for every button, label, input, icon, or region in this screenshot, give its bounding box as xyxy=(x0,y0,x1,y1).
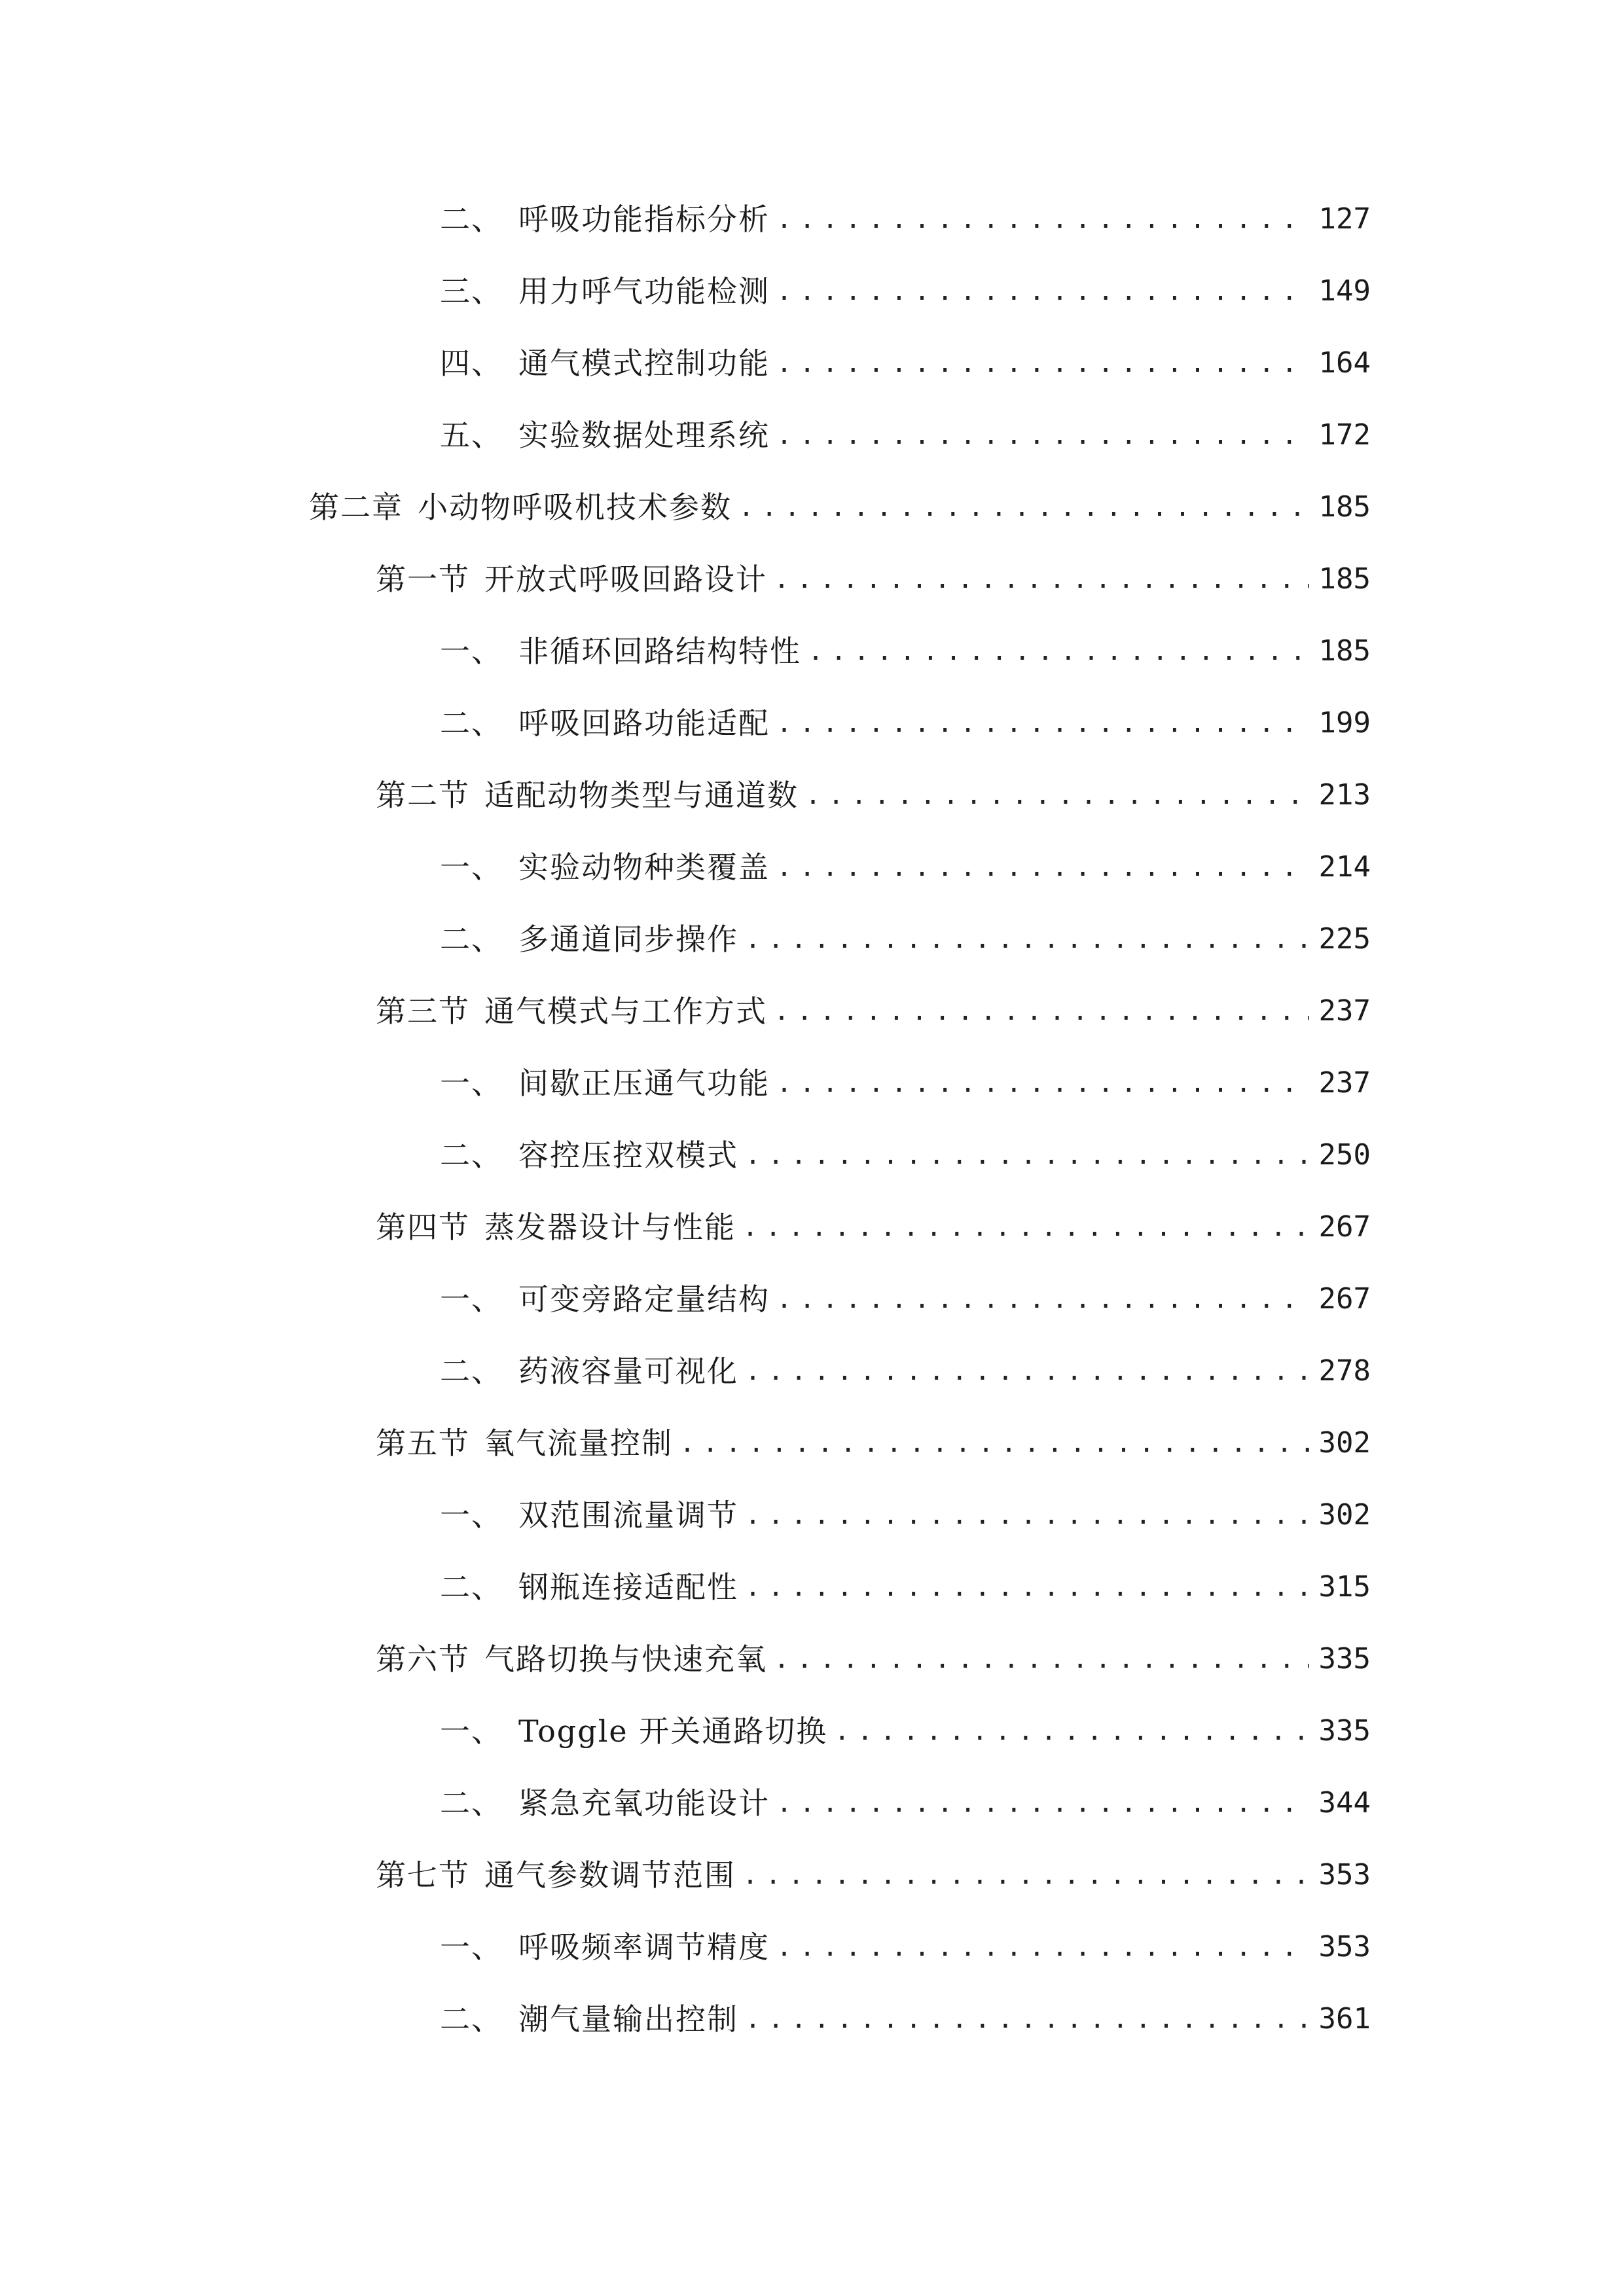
toc-entry-number: 二、 xyxy=(440,1354,503,1389)
toc-entry-number: 二、 xyxy=(440,202,503,237)
toc-entry-page: 127 xyxy=(1318,202,1371,236)
toc-entry-number: 第二章 xyxy=(309,490,403,525)
toc-entry-title: 呼吸功能指标分析 xyxy=(518,202,770,237)
toc-entry-title: 氧气流量控制 xyxy=(484,1426,673,1461)
toc-section-entry[interactable] xyxy=(0,759,1624,831)
toc-entry-page: 335 xyxy=(1318,1714,1371,1748)
toc-dot-leader xyxy=(745,1335,1309,1407)
toc-entry-number: 第四节 xyxy=(376,1210,470,1245)
toc-section-entry[interactable] xyxy=(0,1623,1624,1695)
toc-entry-page: 213 xyxy=(1318,778,1371,812)
toc-dot-leader xyxy=(776,687,1309,759)
toc-entry[interactable] xyxy=(0,903,1624,975)
toc-entry-number: 第七节 xyxy=(376,1857,470,1893)
toc-entry-page: 225 xyxy=(1318,922,1371,956)
toc-entry-title: 蒸发器设计与性能 xyxy=(484,1210,736,1245)
toc-entry-number: 一、 xyxy=(440,1498,503,1533)
toc-dot-leader xyxy=(776,1767,1309,1839)
toc-section-entry[interactable] xyxy=(0,1839,1624,1911)
toc-entry-title: Toggle 开关通路切换 xyxy=(518,1713,828,1749)
toc-dot-leader xyxy=(742,1839,1309,1911)
toc-entry-title: 适配动物类型与通道数 xyxy=(484,778,799,813)
toc-dot-leader xyxy=(776,831,1309,903)
toc-entry-title: 小动物呼吸机技术参数 xyxy=(418,490,732,525)
toc-entry-number: 二、 xyxy=(440,706,503,741)
toc-entry[interactable] xyxy=(0,1263,1624,1335)
toc-dot-leader xyxy=(776,1047,1309,1119)
toc-entry-page: 185 xyxy=(1318,562,1371,596)
toc-section-entry[interactable] xyxy=(0,1191,1624,1263)
toc-entry-number: 一、 xyxy=(440,1713,503,1749)
toc-entry[interactable] xyxy=(0,327,1624,399)
toc-entry-title: 气路切换与快速充氧 xyxy=(484,1641,767,1677)
toc-section-entry[interactable] xyxy=(0,543,1624,615)
toc-entry-number: 五、 xyxy=(440,418,503,453)
toc-section-entry[interactable] xyxy=(0,975,1624,1047)
toc-entry[interactable] xyxy=(0,1119,1624,1191)
toc-entry[interactable] xyxy=(0,1911,1624,1983)
toc-entry-number: 四、 xyxy=(440,346,503,381)
toc-entry[interactable] xyxy=(0,687,1624,759)
toc-entry-title: 药液容量可视化 xyxy=(518,1354,738,1389)
toc-entry-number: 二、 xyxy=(440,2001,503,2037)
toc-entry-page: 335 xyxy=(1318,1642,1371,1676)
toc-entry-page: 344 xyxy=(1318,1786,1371,1820)
toc-entry-page: 250 xyxy=(1318,1138,1371,1172)
toc-entry-number: 二、 xyxy=(440,1570,503,1605)
toc-entry-title: 呼吸频率调节精度 xyxy=(518,1929,770,1965)
toc-dot-leader xyxy=(776,1911,1309,1983)
toc-entry-title: 呼吸回路功能适配 xyxy=(518,706,770,741)
toc-dot-leader xyxy=(738,471,1309,543)
toc-entry-title: 钢瓶连接适配性 xyxy=(518,1570,738,1605)
toc-entry-title: 用力呼气功能检测 xyxy=(518,274,770,309)
toc-entry-page: 199 xyxy=(1318,706,1371,740)
toc-entry-number: 第五节 xyxy=(376,1426,470,1461)
toc-entry-title: 开放式呼吸回路设计 xyxy=(484,562,767,597)
toc-entry-number: 第三节 xyxy=(376,994,470,1029)
toc-chapter-entry[interactable] xyxy=(0,471,1624,543)
toc-entry-page: 361 xyxy=(1318,2002,1371,2036)
toc-entry[interactable] xyxy=(0,1047,1624,1119)
toc-entry-title: 通气参数调节范围 xyxy=(484,1857,736,1893)
toc-dot-leader xyxy=(679,1407,1309,1479)
toc-entry-number: 二、 xyxy=(440,922,503,957)
toc-dot-leader xyxy=(745,1983,1309,2055)
toc-entry-page: 267 xyxy=(1318,1282,1371,1316)
toc-entry-page: 302 xyxy=(1318,1498,1371,1532)
toc-entry-number: 一、 xyxy=(440,1066,503,1101)
toc-dot-leader xyxy=(776,255,1309,327)
toc-entry[interactable] xyxy=(0,1983,1624,2055)
toc-entry-title: 潮气量输出控制 xyxy=(518,2001,738,2037)
toc-entry[interactable] xyxy=(0,1335,1624,1407)
toc-entry-page: 172 xyxy=(1318,418,1371,452)
toc-dot-leader xyxy=(745,1479,1309,1551)
toc-entry[interactable] xyxy=(0,1767,1624,1839)
toc-entry-title: 多通道同步操作 xyxy=(518,922,738,957)
toc-entry-number: 一、 xyxy=(440,634,503,669)
toc-entry-page: 149 xyxy=(1318,274,1371,308)
toc-entry-title: 通气模式控制功能 xyxy=(518,346,770,381)
toc-entry[interactable] xyxy=(0,1695,1624,1767)
toc-entry-page: 185 xyxy=(1318,634,1371,668)
toc-entry-title: 紧急充氧功能设计 xyxy=(518,1785,770,1821)
toc-dot-leader xyxy=(745,903,1309,975)
toc-entry-page: 353 xyxy=(1318,1858,1371,1892)
toc-entry-title: 双范围流量调节 xyxy=(518,1498,738,1533)
toc-entry[interactable] xyxy=(0,1551,1624,1623)
toc-entry[interactable] xyxy=(0,831,1624,903)
toc-entry-title: 容控压控双模式 xyxy=(518,1138,738,1173)
toc-dot-leader xyxy=(745,1119,1309,1191)
toc-entry-number: 第一节 xyxy=(376,562,470,597)
toc-entry[interactable] xyxy=(0,255,1624,327)
toc-entry[interactable] xyxy=(0,1479,1624,1551)
toc-entry-number: 一、 xyxy=(440,1282,503,1317)
toc-dot-leader xyxy=(742,1191,1309,1263)
toc-entry-page: 278 xyxy=(1318,1354,1371,1388)
toc-entry-page: 164 xyxy=(1318,346,1371,380)
toc-entry-number: 第二节 xyxy=(376,778,470,813)
toc-entry-title: 非循环回路结构特性 xyxy=(518,634,801,669)
toc-entry[interactable] xyxy=(0,399,1624,471)
toc-dot-leader xyxy=(805,759,1309,831)
toc-entry-page: 353 xyxy=(1318,1930,1371,1964)
toc-entry-page: 214 xyxy=(1318,850,1371,884)
toc-entry-title: 可变旁路定量结构 xyxy=(518,1282,770,1317)
toc-entry-page: 237 xyxy=(1318,994,1371,1028)
toc-dot-leader xyxy=(745,1551,1309,1623)
toc-entry-page: 315 xyxy=(1318,1570,1371,1604)
toc-entry-number: 三、 xyxy=(440,274,503,309)
toc-dot-leader xyxy=(774,543,1309,615)
toc-entry-number: 二、 xyxy=(440,1785,503,1821)
toc-entry-number: 一、 xyxy=(440,1929,503,1965)
toc-dot-leader xyxy=(776,399,1309,471)
toc-entry-title: 通气模式与工作方式 xyxy=(484,994,767,1029)
toc-entry-title: 实验数据处理系统 xyxy=(518,418,770,453)
toc-entry-page: 302 xyxy=(1318,1426,1371,1460)
toc-dot-leader xyxy=(776,183,1309,255)
toc-dot-leader xyxy=(774,1623,1309,1695)
toc-entry[interactable] xyxy=(0,183,1624,255)
toc-dot-leader xyxy=(834,1695,1309,1767)
toc-dot-leader xyxy=(774,975,1309,1047)
toc-entry[interactable] xyxy=(0,615,1624,687)
toc-entry-page: 267 xyxy=(1318,1210,1371,1244)
toc-entry-number: 二、 xyxy=(440,1138,503,1173)
toc-dot-leader xyxy=(776,1263,1309,1335)
toc-dot-leader xyxy=(808,615,1309,687)
toc-section-entry[interactable] xyxy=(0,1407,1624,1479)
toc-entry-title: 实验动物种类覆盖 xyxy=(518,850,770,885)
toc-entry-page: 185 xyxy=(1318,490,1371,524)
toc-dot-leader xyxy=(776,327,1309,399)
toc-entry-number: 第六节 xyxy=(376,1641,470,1677)
toc-entry-page: 237 xyxy=(1318,1066,1371,1100)
toc-entry-title: 间歇正压通气功能 xyxy=(518,1066,770,1101)
toc-entry-number: 一、 xyxy=(440,850,503,885)
table-of-contents xyxy=(0,183,1624,2055)
